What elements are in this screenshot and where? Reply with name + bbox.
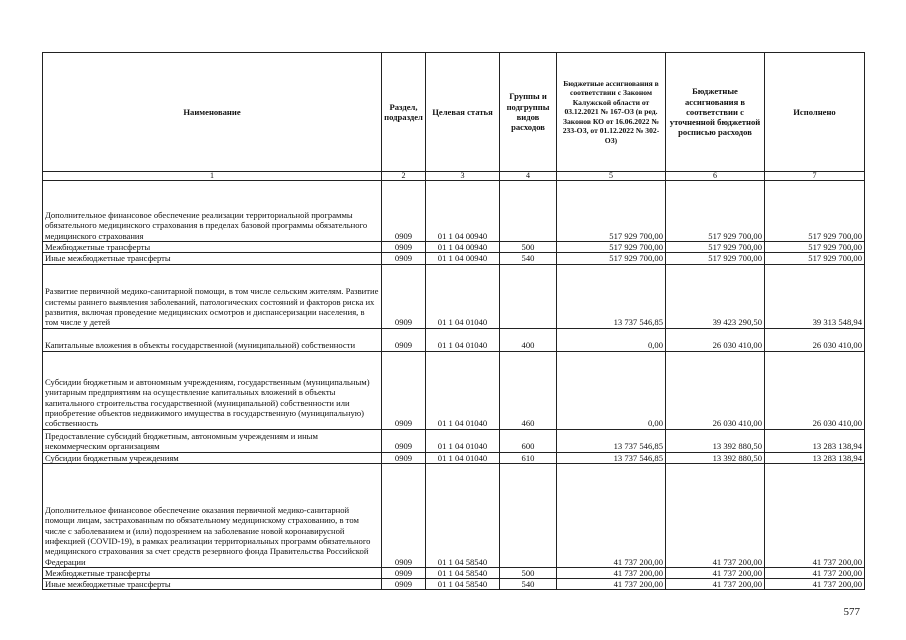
- row-statya: 01 1 04 58540: [426, 463, 500, 567]
- row-law: 517 929 700,00: [557, 181, 666, 242]
- col-number: 7: [765, 172, 865, 181]
- row-rospis: 41 737 200,00: [666, 579, 765, 590]
- row-statya: 01 1 04 58540: [426, 579, 500, 590]
- row-vid: 600: [500, 429, 557, 452]
- row-isp: 13 283 138,94: [765, 452, 865, 463]
- row-law: 41 737 200,00: [557, 463, 666, 567]
- row-vid: 610: [500, 452, 557, 463]
- row-vid: 460: [500, 351, 557, 429]
- row-isp: 41 737 200,00: [765, 567, 865, 578]
- row-razdel: 0909: [382, 579, 426, 590]
- table-row: [43, 264, 865, 328]
- table-row: [43, 567, 865, 578]
- row-name: Дополнительное финансовое обеспечение оказания первичной медико-санитарной помощи лицам, застрахованным по обязательному медицинскому страхованию, в том числе с заболеванием и (или) подозрением на заболевание новой коронавирусной инфекцией (COVID-19), в рамках реализации территориальных программ обязательного медицинского страхования за счет средств резервного фонда Правительства Российской Федерации: [43, 463, 382, 567]
- row-law: 13 737 546,85: [557, 429, 666, 452]
- row-rospis: 13 392 880,50: [666, 452, 765, 463]
- row-statya: 01 1 04 00940: [426, 253, 500, 264]
- row-razdel: 0909: [382, 253, 426, 264]
- header-gruppy: Группы и подгруппы видов расходов: [500, 53, 557, 172]
- row-vid: 540: [500, 579, 557, 590]
- row-vid: 400: [500, 328, 557, 351]
- row-razdel: 0909: [382, 181, 426, 242]
- row-vid: 500: [500, 567, 557, 578]
- row-statya: 01 1 04 01040: [426, 429, 500, 452]
- table-row: [43, 328, 865, 351]
- row-rospis: 517 929 700,00: [666, 181, 765, 242]
- row-name: Предоставление субсидий бюджетным, автономным учреждениям и иным некоммерческим организациям: [43, 429, 382, 452]
- row-name: Межбюджетные трансферты: [43, 242, 382, 253]
- row-rospis: 13 392 880,50: [666, 429, 765, 452]
- col-number: 4: [500, 172, 557, 181]
- row-vid: 500: [500, 242, 557, 253]
- header-ispolneno: Исполнено: [765, 53, 865, 172]
- col-number: 1: [43, 172, 382, 181]
- row-razdel: 0909: [382, 429, 426, 452]
- row-isp: 517 929 700,00: [765, 181, 865, 242]
- table-row: [43, 579, 865, 590]
- row-law: 0,00: [557, 328, 666, 351]
- table-row: [43, 463, 865, 567]
- row-name: Иные межбюджетные трансферты: [43, 253, 382, 264]
- row-rospis: 517 929 700,00: [666, 253, 765, 264]
- row-isp: 517 929 700,00: [765, 253, 865, 264]
- row-razdel: 0909: [382, 351, 426, 429]
- row-rospis: 26 030 410,00: [666, 351, 765, 429]
- row-rospis: 26 030 410,00: [666, 328, 765, 351]
- row-statya: 01 1 04 01040: [426, 452, 500, 463]
- header-assign-rospis: Бюджетные ассигнования в соответствии с уточненной бюджетной росписью расходов: [666, 53, 765, 172]
- row-razdel: 0909: [382, 452, 426, 463]
- table-row: [43, 429, 865, 452]
- col-number: 6: [666, 172, 765, 181]
- row-statya: 01 1 04 01040: [426, 264, 500, 328]
- col-number: 3: [426, 172, 500, 181]
- row-law: 0,00: [557, 351, 666, 429]
- row-name: Дополнительное финансовое обеспечение реализации территориальной программы обязательного медицинского страхования в пределах базовой программы обязательного медицинского страхования: [43, 181, 382, 242]
- page-number: 577: [843, 606, 860, 618]
- row-vid: [500, 463, 557, 567]
- row-rospis: 41 737 200,00: [666, 567, 765, 578]
- row-razdel: 0909: [382, 264, 426, 328]
- row-law: 13 737 546,85: [557, 264, 666, 328]
- row-statya: 01 1 04 01040: [426, 351, 500, 429]
- row-statya: 01 1 04 00940: [426, 242, 500, 253]
- row-razdel: 0909: [382, 567, 426, 578]
- row-isp: 39 313 548,94: [765, 264, 865, 328]
- row-razdel: 0909: [382, 328, 426, 351]
- col-number: 5: [557, 172, 666, 181]
- column-number-row: [43, 172, 865, 181]
- col-number: 2: [382, 172, 426, 181]
- row-name: Иные межбюджетные трансферты: [43, 579, 382, 590]
- row-name: Развитие первичной медико-санитарной помощи, в том числе сельским жителям. Развитие системы раннего выявления заболеваний, патологических состояний и факторов риска их развития, включая проведение медицинских осмотров и диспансеризации населения, в том числе у детей: [43, 264, 382, 328]
- row-isp: 26 030 410,00: [765, 351, 865, 429]
- row-isp: 41 737 200,00: [765, 463, 865, 567]
- table-row: [43, 253, 865, 264]
- row-rospis: 39 423 290,50: [666, 264, 765, 328]
- row-isp: 41 737 200,00: [765, 579, 865, 590]
- header-assign-law: Бюджетные ассигнования в соответствии с Законом Калужской области от 03.12.2021 № 167-ОЗ (в ред. Законов КО от 16.06.2022 № 233-ОЗ, от 01.12.2022 № 302-ОЗ): [557, 53, 666, 172]
- row-isp: 517 929 700,00: [765, 242, 865, 253]
- row-isp: 26 030 410,00: [765, 328, 865, 351]
- row-law: 517 929 700,00: [557, 242, 666, 253]
- header-razdel: Раздел, подраздел: [382, 53, 426, 172]
- row-law: 13 737 546,85: [557, 452, 666, 463]
- row-vid: [500, 181, 557, 242]
- row-law: 41 737 200,00: [557, 579, 666, 590]
- row-rospis: 41 737 200,00: [666, 463, 765, 567]
- row-statya: 01 1 04 01040: [426, 328, 500, 351]
- table-row: [43, 351, 865, 429]
- row-rospis: 517 929 700,00: [666, 242, 765, 253]
- table-row: [43, 452, 865, 463]
- table-row: [43, 242, 865, 253]
- header-statya: Целевая статья: [426, 53, 500, 172]
- row-statya: 01 1 04 58540: [426, 567, 500, 578]
- table-header-row: [43, 53, 865, 172]
- budget-table: [42, 52, 865, 590]
- table-row: [43, 181, 865, 242]
- row-name: Капитальные вложения в объекты государственной (муниципальной) собственности: [43, 328, 382, 351]
- row-law: 517 929 700,00: [557, 253, 666, 264]
- header-name: Наименование: [43, 53, 382, 172]
- row-razdel: 0909: [382, 242, 426, 253]
- row-razdel: 0909: [382, 463, 426, 567]
- row-statya: 01 1 04 00940: [426, 181, 500, 242]
- row-name: Субсидии бюджетным учреждениям: [43, 452, 382, 463]
- row-isp: 13 283 138,94: [765, 429, 865, 452]
- row-name: Межбюджетные трансферты: [43, 567, 382, 578]
- row-law: 41 737 200,00: [557, 567, 666, 578]
- row-vid: [500, 264, 557, 328]
- row-name: Субсидии бюджетным и автономным учреждениям, государственным (муниципальным) унитарным предприятиям на осуществление капитальных вложений в объекты капитального строительства государственной (муниципальной) собственности или приобретение объектов недвижимого имущества в государственную (муниципальную) собственность: [43, 351, 382, 429]
- row-vid: 540: [500, 253, 557, 264]
